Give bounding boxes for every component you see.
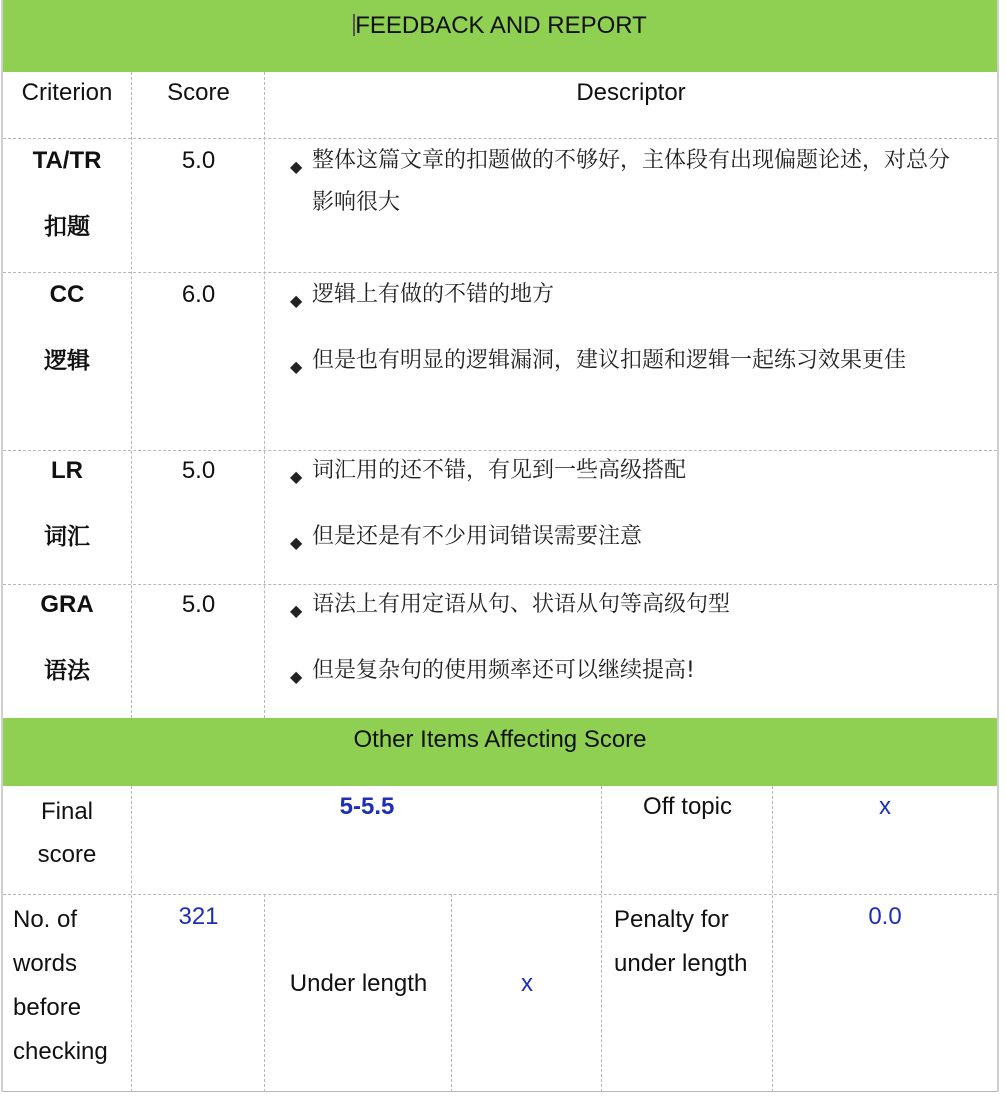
column-divider: [264, 894, 265, 1092]
criterion-score: 6.0: [181, 281, 216, 308]
row-divider: [3, 138, 997, 139]
criterion-score: 5.0: [181, 457, 216, 484]
row-divider: [3, 272, 997, 273]
row-divider: [3, 584, 997, 585]
descriptor-note: ◆ 但是还是有不少用词错误需要注意: [290, 516, 970, 558]
penalty-label: Penalty for under length: [614, 906, 748, 977]
final-score-value: 5-5.5: [339, 793, 395, 820]
criterion-code: CC: [49, 281, 85, 308]
final-score-label: Final score: [37, 798, 97, 868]
criterion-score: 5.0: [181, 147, 216, 174]
under-length-label: Under length: [289, 970, 428, 997]
criterion-code: TA/TR: [32, 147, 102, 174]
row-divider: [3, 894, 997, 895]
other-items-title: Other Items Affecting Score: [353, 726, 647, 753]
report-title: FEEDBACK AND REPORT: [355, 12, 647, 39]
word-count-label: No. of words before checking: [13, 906, 108, 1065]
table-bottom-border: [3, 1091, 997, 1092]
descriptor-note: ◆ 但是也有明显的逻辑漏洞，建议扣题和逻辑一起练习效果更佳: [290, 340, 970, 382]
descriptor-note: ◆ 语法上有用定语从句、状语从句等高级句型: [290, 584, 970, 626]
criterion-name: 语法: [44, 658, 90, 684]
column-divider: [131, 72, 132, 718]
criterion-code: GRA: [40, 591, 94, 618]
penalty-value: 0.0: [868, 903, 902, 930]
table-left-border: [1, 0, 3, 1092]
table-right-border: [997, 0, 999, 1092]
criterion-score: 5.0: [181, 591, 216, 618]
criterion-name: 逻辑: [44, 348, 90, 374]
off-topic-value: x: [879, 793, 891, 820]
report-title-band: [3, 0, 997, 72]
other-items-band: [3, 718, 997, 786]
bullet-diamond-icon: ◆: [290, 667, 303, 686]
word-count-value: 321: [178, 903, 219, 930]
under-length-value: x: [521, 970, 533, 997]
bullet-diamond-icon: ◆: [290, 357, 303, 376]
column-divider: [601, 786, 602, 1092]
off-topic-label: Off topic: [643, 793, 732, 820]
column-divider: [264, 72, 265, 718]
row-divider: [3, 450, 997, 451]
column-divider: [772, 786, 773, 1092]
criterion-code: LR: [51, 457, 83, 484]
bullet-diamond-icon: ◆: [290, 533, 303, 552]
score-header: Score: [167, 79, 230, 106]
descriptor-note: ◆ 词汇用的还不错，有见到一些高级搭配: [290, 450, 970, 492]
descriptor-note: ◆ 逻辑上有做的不错的地方: [290, 274, 970, 316]
bullet-diamond-icon: ◆: [290, 291, 303, 310]
column-divider: [451, 894, 452, 1092]
bullet-diamond-icon: ◆: [290, 467, 303, 486]
descriptor-note: ◆ 但是复杂句的使用频率还可以继续提高!: [290, 650, 970, 692]
column-divider: [131, 786, 132, 1092]
criterion-name: 扣题: [44, 214, 90, 240]
bullet-diamond-icon: ◆: [290, 157, 303, 176]
criterion-name: 词汇: [44, 524, 90, 550]
descriptor-header: Descriptor: [576, 79, 686, 106]
bullet-diamond-icon: ◆: [290, 601, 303, 620]
descriptor-note: ◆ 整体这篇文章的扣题做的不够好，主体段有出现偏题论述，对总分影响很大: [290, 148, 951, 215]
criterion-header: Criterion: [21, 79, 113, 106]
